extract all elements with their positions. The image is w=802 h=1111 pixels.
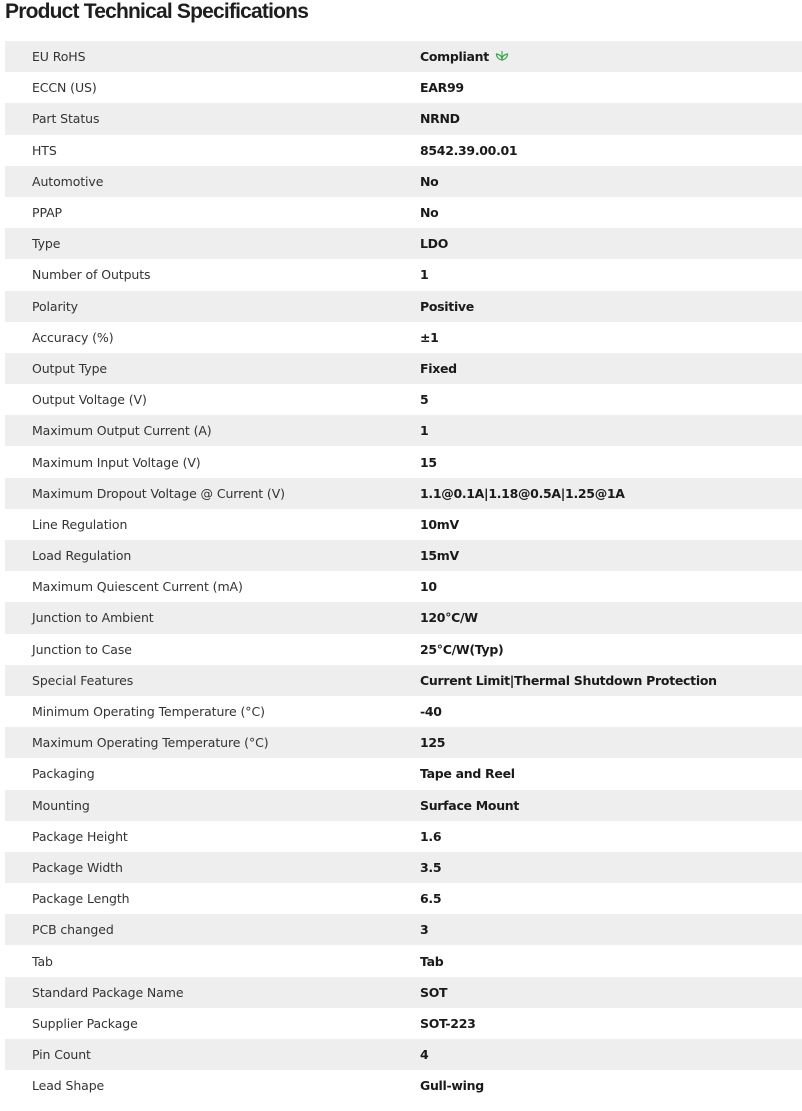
spec-row — [5, 602, 802, 633]
spec-value-cell — [420, 758, 802, 789]
spec-value: 5 — [420, 392, 429, 408]
spec-value-cell — [420, 945, 802, 976]
spec-row — [5, 1039, 802, 1070]
spec-row — [5, 571, 802, 602]
spec-value-cell — [420, 852, 802, 883]
spec-name: HTS — [5, 135, 420, 166]
spec-value: Positive — [420, 298, 474, 314]
spec-value-cell — [420, 540, 802, 571]
spec-value-cell — [420, 478, 802, 509]
spec-value: 4 — [420, 1047, 429, 1063]
spec-value: 6.5 — [420, 891, 442, 907]
spec-name: Maximum Quiescent Current (mA) — [5, 571, 420, 602]
spec-row — [5, 540, 802, 571]
spec-value: 120°C/W — [420, 610, 478, 626]
spec-value-cell — [420, 446, 802, 477]
spec-name: Load Regulation — [5, 540, 420, 571]
spec-row — [5, 758, 802, 789]
spec-value: SOT-223 — [420, 1015, 476, 1031]
spec-value-cell — [420, 1070, 802, 1101]
spec-value: 10mV — [420, 516, 459, 532]
spec-name: Maximum Input Voltage (V) — [5, 446, 420, 477]
spec-value: Fixed — [420, 360, 457, 376]
spec-value: LDO — [420, 236, 449, 252]
spec-name: PCB changed — [5, 914, 420, 945]
spec-value: -40 — [420, 704, 442, 720]
spec-row — [5, 696, 802, 727]
leaf-icon — [495, 49, 509, 64]
spec-name: Standard Package Name — [5, 977, 420, 1008]
spec-row — [5, 291, 802, 322]
spec-row — [5, 259, 802, 290]
spec-value-cell — [420, 602, 802, 633]
spec-name: Line Regulation — [5, 509, 420, 540]
spec-value-cell — [420, 665, 802, 696]
spec-name: Output Voltage (V) — [5, 384, 420, 415]
spec-row — [5, 322, 802, 353]
spec-value: 125 — [420, 735, 446, 751]
spec-row — [5, 446, 802, 477]
spec-value: 1.6 — [420, 828, 442, 844]
spec-value-cell — [420, 166, 802, 197]
spec-row — [5, 914, 802, 945]
spec-row — [5, 945, 802, 976]
spec-value-cell — [420, 228, 802, 259]
spec-value-cell — [420, 322, 802, 353]
spec-name: Package Height — [5, 821, 420, 852]
spec-row — [5, 103, 802, 134]
spec-name: Tab — [5, 945, 420, 976]
spec-value: Tape and Reel — [420, 766, 515, 782]
spec-row — [5, 384, 802, 415]
spec-name: Special Features — [5, 665, 420, 696]
spec-name: Part Status — [5, 103, 420, 134]
page-title: Product Technical Specifications — [5, 0, 309, 23]
spec-value: No — [420, 173, 439, 189]
spec-name: Pin Count — [5, 1039, 420, 1070]
spec-value: 25°C/W(Typ) — [420, 641, 504, 657]
spec-name: Maximum Operating Temperature (°C) — [5, 727, 420, 758]
spec-value-cell — [420, 509, 802, 540]
spec-name: EU RoHS — [5, 41, 420, 72]
spec-name: Junction to Case — [5, 634, 420, 665]
spec-value-cell — [420, 634, 802, 665]
spec-value-cell — [420, 1008, 802, 1039]
spec-value-cell — [420, 914, 802, 945]
spec-value-cell — [420, 41, 802, 72]
spec-row — [5, 197, 802, 228]
spec-value-cell — [420, 103, 802, 134]
spec-row — [5, 790, 802, 821]
spec-value-cell — [420, 197, 802, 228]
spec-value-cell — [420, 977, 802, 1008]
spec-row — [5, 634, 802, 665]
spec-name: Maximum Output Current (A) — [5, 415, 420, 446]
spec-value: Surface Mount — [420, 797, 520, 813]
spec-row — [5, 353, 802, 384]
spec-row — [5, 821, 802, 852]
spec-name: Automotive — [5, 166, 420, 197]
spec-row — [5, 1008, 802, 1039]
spec-row — [5, 135, 802, 166]
spec-value: 1 — [420, 267, 429, 283]
spec-row — [5, 415, 802, 446]
spec-row — [5, 977, 802, 1008]
spec-name: Lead Shape — [5, 1070, 420, 1101]
spec-name: Number of Outputs — [5, 259, 420, 290]
spec-row — [5, 166, 802, 197]
spec-value-cell — [420, 696, 802, 727]
spec-value: 1 — [420, 423, 429, 439]
spec-value: 3 — [420, 922, 429, 938]
spec-value: 3.5 — [420, 859, 442, 875]
spec-name: Polarity — [5, 291, 420, 322]
spec-row — [5, 509, 802, 540]
spec-row — [5, 41, 802, 72]
spec-name: Package Length — [5, 883, 420, 914]
spec-value-cell — [420, 291, 802, 322]
spec-value: Tab — [420, 953, 444, 969]
spec-value: ±1 — [420, 329, 439, 345]
spec-value: Gull-wing — [420, 1078, 484, 1094]
spec-row — [5, 1070, 802, 1101]
spec-name: Minimum Operating Temperature (°C) — [5, 696, 420, 727]
spec-value-cell — [420, 1039, 802, 1070]
spec-name: Package Width — [5, 852, 420, 883]
spec-row — [5, 852, 802, 883]
spec-value: No — [420, 205, 439, 221]
spec-value-cell — [420, 821, 802, 852]
spec-value-cell — [420, 415, 802, 446]
spec-value: NRND — [420, 111, 460, 127]
spec-value: 15 — [420, 454, 437, 470]
spec-row — [5, 72, 802, 103]
spec-name: Maximum Dropout Voltage @ Current (V) — [5, 478, 420, 509]
spec-value-cell — [420, 571, 802, 602]
spec-value-cell — [420, 135, 802, 166]
spec-name: Accuracy (%) — [5, 322, 420, 353]
spec-value-cell — [420, 790, 802, 821]
spec-row — [5, 727, 802, 758]
spec-name: Mounting — [5, 790, 420, 821]
spec-value-cell — [420, 72, 802, 103]
spec-value: Compliant — [420, 49, 489, 65]
spec-value: 15mV — [420, 548, 459, 564]
spec-value-cell — [420, 384, 802, 415]
spec-value: 10 — [420, 579, 437, 595]
spec-value-cell — [420, 883, 802, 914]
spec-table-body — [5, 41, 802, 1101]
spec-name: ECCN (US) — [5, 72, 420, 103]
spec-name: Packaging — [5, 758, 420, 789]
spec-value: EAR99 — [420, 80, 464, 96]
spec-row — [5, 478, 802, 509]
spec-name: Supplier Package — [5, 1008, 420, 1039]
spec-table — [5, 41, 802, 1101]
spec-value: Current Limit|Thermal Shutdown Protection — [420, 672, 717, 688]
spec-name: Type — [5, 228, 420, 259]
spec-name: Output Type — [5, 353, 420, 384]
spec-value: SOT — [420, 984, 448, 1000]
spec-name: PPAP — [5, 197, 420, 228]
spec-value-cell — [420, 353, 802, 384]
spec-name: Junction to Ambient — [5, 602, 420, 633]
spec-row — [5, 883, 802, 914]
spec-row — [5, 228, 802, 259]
spec-value: 8542.39.00.01 — [420, 142, 518, 158]
spec-value-cell — [420, 727, 802, 758]
spec-row — [5, 665, 802, 696]
spec-value: 1.1@0.1A|1.18@0.5A|1.25@1A — [420, 485, 625, 501]
spec-value-cell — [420, 259, 802, 290]
